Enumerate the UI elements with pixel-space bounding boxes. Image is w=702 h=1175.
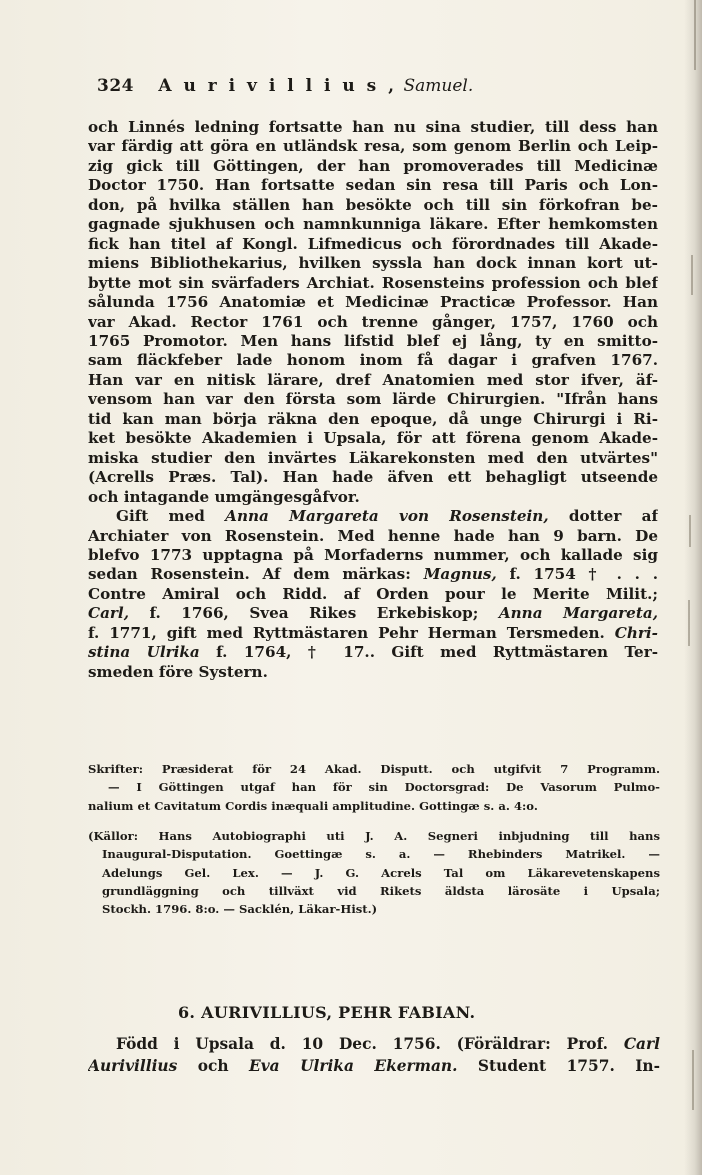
page-number: 324 [97, 76, 134, 96]
text-line: bytte mot sin svärfaders Archiat. Rosensteins profession och blef [88, 273, 658, 292]
text-line: zig gick till Göttingen, der han promoverades till Medicinæ [88, 156, 658, 175]
sources-block [88, 827, 660, 918]
text-line: sam fläckfeber lade honom inom få dagar i grafven 1767. [88, 351, 658, 370]
marriage-line: blefvo 1773 upptagna på Morfaderns nummer, och kallade sig [88, 545, 658, 564]
italic-name: Aurivillius [88, 1057, 178, 1075]
marriage-line: Archiater von Rosenstein. Med henne hade han 9 barn. De [88, 526, 658, 545]
page-edge-shadow [684, 0, 702, 1175]
writings-line: Skrifter: Præsiderat för 24 Akad. Disputt. och utgifvit 7 Programm. [88, 762, 660, 776]
text-line: ket besökte Akademien i Upsala, för att förena genom Akade- [88, 429, 658, 448]
writings-block [88, 760, 660, 815]
marriage-text: f. 1754 † . . . [496, 565, 658, 584]
marriage-line: Contre Amiral och Ridd. af Orden pour le Merite Milit.; [88, 584, 658, 603]
text-line: var Akad. Rector 1761 och trenne gånger, 1757, 1760 och [88, 312, 658, 331]
sources-line: Stockh. 1796. 8:o. — Sacklén, Läkar-Hist.) [102, 902, 378, 917]
text-line: miska studier den invärtes Läkarekonsten med den utvärtes" [88, 448, 658, 467]
writings-line: — I Göttingen utgaf han för sin Doctorsgrad: De Vasorum Pulmo- [108, 780, 660, 795]
entry-heading: 6. AURIVILLIUS, PEHR FABIAN. [178, 1003, 476, 1022]
sources-line: grundläggning och tillväxt vid Rikets äldsta lärosäte i Upsala; [102, 883, 660, 898]
text-line: Doctor 1750. Han fortsatte sedan sin resa till Paris och Lon- [88, 176, 658, 195]
text-line: miens Bibliothekarius, hvilken syssla han dock innan kort ut- [88, 254, 658, 273]
text-line: och Linnés ledning fortsatte han nu sina studier, till dess han [88, 118, 658, 136]
next-entry-text [88, 1033, 660, 1077]
text-line: vensom han var den första som lärde Chirurgien. "Ifrån hans [88, 390, 658, 409]
text-line: tid kan man börja räkna den epoque, då unge Chirurgi i Ri- [88, 409, 658, 428]
entry-line [116, 1033, 660, 1055]
text-line: gagnade sjukhusen och namnkunniga läkare. Efter hemkomsten [88, 215, 658, 234]
sources-line: (Källor: Hans Autobiographi uti J. A. Segneri inbjudning till hans [88, 829, 660, 843]
marriage-text: f. 1764, † 17.. Gift med Ryttmästaren Ter- [199, 643, 658, 662]
marriage-text: dotter af [548, 507, 658, 526]
marriage-text: sedan Rosenstein. Af dem märkas: [88, 565, 424, 584]
text-line: don, på hvilka ställen han besökte och till sin förkofran be- [88, 195, 658, 214]
marriage-text: f. 1771, gift med Ryttmästaren Pehr Herman Tersmeden. [88, 623, 615, 642]
header-surname: A u r i v i l l i u s , [158, 76, 398, 96]
sources-line: Adelungs Gel. Lex. — J. G. Acrels Tal om Läkarevetenskapens [102, 865, 660, 880]
marriage-line [88, 507, 658, 526]
text-line: 1765 Promotor. Men hans lifstid blef ej lång, ty en smitto- [88, 331, 658, 350]
main-text [88, 118, 658, 682]
italic-name: Anna Margareta von Rosenstein, [225, 507, 549, 526]
italic-name: Carl, [88, 604, 129, 623]
italic-name: Anna Margareta, [498, 604, 658, 623]
italic-name: stina Ulrika [88, 643, 200, 662]
text-line: Han var en nitisk lärare, dref Anatomien med stor ifver, äf- [88, 370, 658, 389]
marriage-line [88, 565, 658, 584]
marriage-text: f. 1766, Svea Rikes Erkebiskop; [129, 604, 499, 623]
italic-name: Magnus, [423, 565, 497, 584]
marriage-line [88, 643, 658, 662]
entry-line [88, 1055, 660, 1077]
writings-line: nalium et Cavitatum Cordis inæquali amplitudine. Gottingæ s. a. 4:o. [88, 798, 538, 813]
marriage-text: Gift med [116, 507, 226, 526]
entry-text: Student 1757. In- [457, 1057, 660, 1075]
marriage-line [88, 624, 658, 643]
text-line: var färdig att göra en utländsk resa, som genom Berlin och Leip- [88, 137, 658, 156]
entry-text: Född i Upsala d. 10 Dec. 1756. (Föräldrar: Prof. [116, 1035, 624, 1053]
italic-name: Eva Ulrika Ekerman. [248, 1057, 458, 1075]
text-line: (Acrells Præs. Tal). Han hade äfven ett behagligt utseende [88, 468, 658, 487]
text-line: och intagande umgängesgåfvor. [88, 487, 360, 506]
italic-name: Chri- [614, 623, 658, 642]
marriage-line [88, 604, 658, 623]
text-line: fick han titel af Kongl. Lifmedicus och förordnades till Akade- [88, 234, 658, 253]
entry-text: och [177, 1057, 249, 1075]
sources-line: Inaugural-Disputation. Goettingæ s. a. — Rhebinders Matrikel. — [102, 847, 660, 862]
header-given-name: Samuel. [403, 76, 474, 96]
italic-name: Carl [623, 1035, 660, 1053]
text-line: sålunda 1756 Anatomiæ et Medicinæ Practicæ Professor. Han [88, 293, 658, 312]
marriage-line: smeden före Systern. [88, 662, 268, 681]
running-header [97, 76, 657, 96]
